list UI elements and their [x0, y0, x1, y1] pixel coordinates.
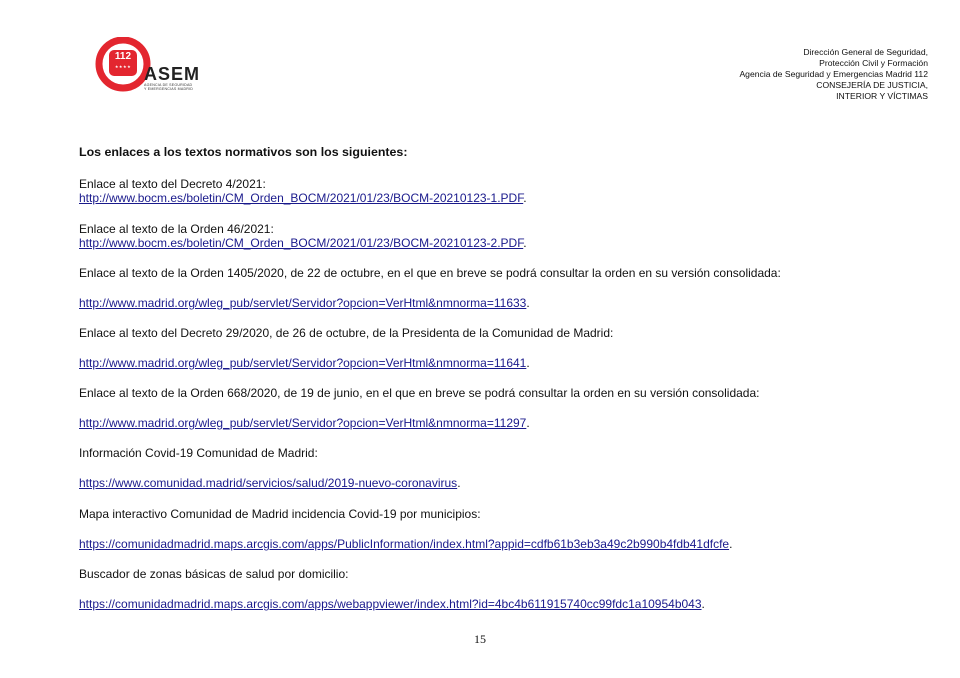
- entry-label: Buscador de zonas básicas de salud por domicilio:: [79, 567, 349, 581]
- page-number: 15: [474, 632, 486, 646]
- entry-link[interactable]: http://www.bocm.es/boletin/CM_Orden_BOCM/2021/01/23/BOCM-20210123-1.PDF: [79, 191, 524, 205]
- link-entry: Información Covid-19 Comunidad de Madrid: https://www.comunidad.madrid/servicios/salud/2019-nuevo-coronavirus.: [79, 446, 461, 490]
- logo-number: 112: [114, 51, 132, 62]
- link-entry: Enlace al texto de la Orden 46/2021: http://www.bocm.es/boletin/CM_Orden_BOCM/2021/01/23/BOCM-20210123-2.PDF.: [79, 222, 527, 250]
- organization-block: [739, 47, 928, 102]
- entry-label: Enlace al texto del Decreto 4/2021:: [79, 177, 266, 191]
- entry-link[interactable]: https://comunidadmadrid.maps.arcgis.com/apps/PublicInformation/index.html?appid=cdfb61b3eb3a49c2b990b4fdb41dfcfe: [79, 537, 730, 551]
- document-body: [79, 145, 879, 611]
- org-line: INTERIOR Y VÍCTIMAS: [836, 91, 928, 101]
- entry-link[interactable]: http://www.madrid.org/wleg_pub/servlet/Servidor?opcion=VerHtml&nmnorma=11633: [79, 296, 527, 310]
- entry-link[interactable]: http://www.bocm.es/boletin/CM_Orden_BOCM/2021/01/23/BOCM-20210123-2.PDF: [79, 236, 524, 250]
- logo-subtitle: AGENCIA DE SEGURIDAD Y EMERGENCIAS MADRID: [144, 83, 194, 92]
- link-entry: Mapa interactivo Comunidad de Madrid incidencia Covid-19 por municipios: https://comunidadmadrid.maps.arcgis.com/apps/PublicInformation/index.html?appid=cdfb61b3eb3a49c2b990b4fdb41dfcfe.: [79, 507, 733, 551]
- link-entry: Buscador de zonas básicas de salud por domicilio: https://comunidadmadrid.maps.arcgis.com/apps/webappviewer/index.html?id=4bc4b611915740cc99fdc1a10954b043.: [79, 567, 705, 611]
- logo-brand: ASEM: [144, 64, 201, 84]
- logo-stars-icon: ★★★★: [114, 64, 132, 69]
- entry-link[interactable]: http://www.madrid.org/wleg_pub/servlet/Servidor?opcion=VerHtml&nmnorma=11641: [79, 356, 527, 370]
- org-line: CONSEJERÍA DE JUSTICIA,: [816, 80, 928, 90]
- org-line: Dirección General de Seguridad,: [803, 47, 928, 57]
- entry-link[interactable]: http://www.madrid.org/wleg_pub/servlet/Servidor?opcion=VerHtml&nmnorma=11297: [79, 416, 527, 430]
- link-entry: Enlace al texto de la Orden 1405/2020, de 22 de octubre, en el que en breve se podrá consultar la orden en su versión consolidada: http://www.madrid.org/wleg_pub/servlet/Servidor?opcion=VerHtml&nmnorma=11633.: [79, 266, 781, 310]
- entry-label: Enlace al texto de la Orden 46/2021:: [79, 222, 274, 236]
- link-entry: Enlace al texto de la Orden 668/2020, de 19 de junio, en el que en breve se podrá consultar la orden en su versión consolidada: http://www.madrid.org/wleg_pub/servlet/Servidor?opcion=VerHtml&nmnorma=11297.: [79, 386, 760, 430]
- entry-link[interactable]: https://www.comunidad.madrid/servicios/salud/2019-nuevo-coronavirus: [79, 476, 458, 490]
- entry-label: Mapa interactivo Comunidad de Madrid incidencia Covid-19 por municipios:: [79, 507, 481, 521]
- link-entry: Enlace al texto del Decreto 29/2020, de 26 de octubre, de la Presidenta de la Comunidad de Madrid: http://www.madrid.org/wleg_pub/servlet/Servidor?opcion=VerHtml&nmnorma=11641.: [79, 326, 614, 370]
- entry-label: Enlace al texto de la Orden 668/2020, de 19 de junio, en el que en breve se podrá consultar la orden en su versión consolidada:: [79, 386, 760, 400]
- asem-112-logo: [95, 37, 235, 97]
- link-entry: Enlace al texto del Decreto 4/2021: http://www.bocm.es/boletin/CM_Orden_BOCM/2021/01/23/BOCM-20210123-1.PDF.: [79, 177, 527, 205]
- org-line: Agencia de Seguridad y Emergencias Madrid 112: [739, 69, 928, 79]
- entry-link[interactable]: https://comunidadmadrid.maps.arcgis.com/apps/webappviewer/index.html?id=4bc4b611915740cc99fdc1a10954b043: [79, 597, 702, 611]
- section-heading: Los enlaces a los textos normativos son los siguientes:: [79, 145, 408, 159]
- entry-label: Enlace al texto de la Orden 1405/2020, de 22 de octubre, en el que en breve se podrá consultar la orden en su versión consolidada:: [79, 266, 781, 280]
- entry-label: Enlace al texto del Decreto 29/2020, de 26 de octubre, de la Presidenta de la Comunidad de Madrid:: [79, 326, 614, 340]
- entry-label: Información Covid-19 Comunidad de Madrid:: [79, 446, 318, 460]
- org-line: Protección Civil y Formación: [819, 58, 928, 68]
